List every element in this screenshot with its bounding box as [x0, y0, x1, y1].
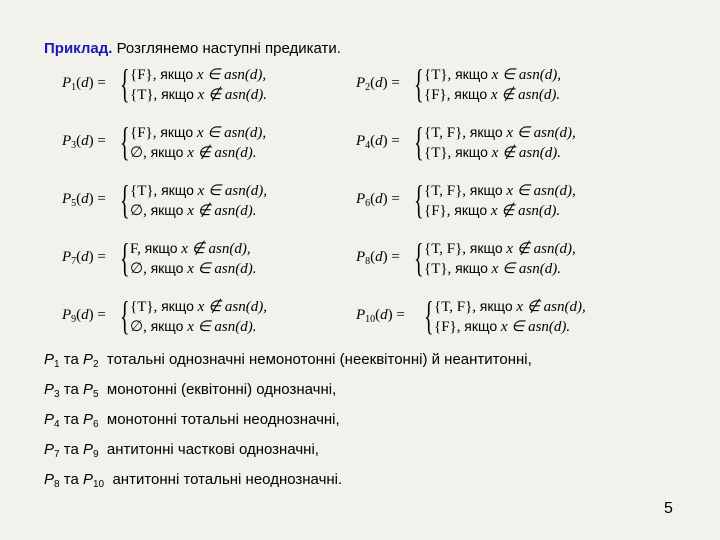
case-brace: { [414, 235, 424, 280]
predicate-lhs: $P_{10}(d)$ = [356, 307, 405, 325]
case-row: {F}, якщо x ∈ asn(d), [130, 124, 267, 141]
case-row: {T, F}, якщо x ∈ asn(d), [424, 124, 576, 141]
case-row: {T, F}, якщо x ∉ asn(d), [424, 240, 576, 257]
case-brace: { [414, 119, 424, 164]
case-row: {T}, якщо x ∈ asn(d), [130, 182, 267, 199]
case-row: {T}, якщо x ∉ asn(d), [130, 298, 267, 315]
case-row: {F}, якщо x ∉ asn(d). [424, 86, 561, 103]
case-row: F, якщо x ∉ asn(d), [130, 240, 251, 257]
conclusion-line: $P_1$ та $P_2$ тотальні однозначні немонотонні (нееквітонні) й неантитонні, [44, 351, 532, 370]
case-brace: { [424, 293, 434, 338]
conclusion-line: $P_8$ та $P_{10}$ антитонні тотальні неоднозначні. [44, 471, 343, 490]
case-row: {T}, якщо x ∈ asn(d). [424, 260, 561, 277]
conclusion-line: $P_3$ та $P_5$ монотонні (еквітонні) однозначні, [44, 381, 337, 400]
intro-line [44, 40, 341, 57]
predicate-lhs: $P_8(d)$ = [356, 249, 400, 267]
case-row: {T, F}, якщо x ∈ asn(d), [424, 182, 576, 199]
case-row: {F}, якщо x ∈ asn(d). [434, 318, 571, 335]
case-row: ∅, якщо x ∉ asn(d). [130, 144, 257, 161]
case-row: ∅, якщо x ∈ asn(d). [130, 318, 257, 335]
predicate-lhs: $P_9(d)$ = [62, 307, 106, 325]
case-row: ∅, якщо x ∉ asn(d). [130, 202, 257, 219]
page-number: 5 [664, 500, 673, 517]
case-brace: { [120, 61, 130, 106]
case-row: ∅, якщо x ∈ asn(d). [130, 260, 257, 277]
case-row: {F}, якщо x ∉ asn(d). [424, 202, 561, 219]
case-brace: { [120, 119, 130, 164]
case-row: {T}, якщо x ∈ asn(d), [424, 66, 561, 83]
case-row: {T}, якщо x ∉ asn(d). [424, 144, 561, 161]
predicate-lhs: $P_1(d)$ = [62, 75, 106, 93]
case-brace: { [414, 61, 424, 106]
intro-text: Розглянемо наступні предикати. [112, 40, 341, 57]
conclusion-line: $P_4$ та $P_6$ монотонні тотальні неоднозначні, [44, 411, 340, 430]
predicate-lhs: $P_6(d)$ = [356, 191, 400, 209]
predicate-lhs: $P_4(d)$ = [356, 133, 400, 151]
predicate-lhs: $P_2(d)$ = [356, 75, 400, 93]
case-brace: { [414, 177, 424, 222]
case-brace: { [120, 177, 130, 222]
case-row: {T, F}, якщо x ∉ asn(d), [434, 298, 586, 315]
example-label: Приклад. [44, 40, 113, 57]
case-brace: { [120, 293, 130, 338]
conclusion-line: $P_7$ та $P_9$ антитонні часткові однозначні, [44, 441, 319, 460]
case-brace: { [120, 235, 130, 280]
case-row: {F}, якщо x ∈ asn(d), [130, 66, 267, 83]
predicate-lhs: $P_3(d)$ = [62, 133, 106, 151]
conclusions [44, 350, 532, 500]
case-row: {T}, якщо x ∉ asn(d). [130, 86, 267, 103]
predicate-lhs: $P_7(d)$ = [62, 249, 106, 267]
predicate-lhs: $P_5(d)$ = [62, 191, 106, 209]
